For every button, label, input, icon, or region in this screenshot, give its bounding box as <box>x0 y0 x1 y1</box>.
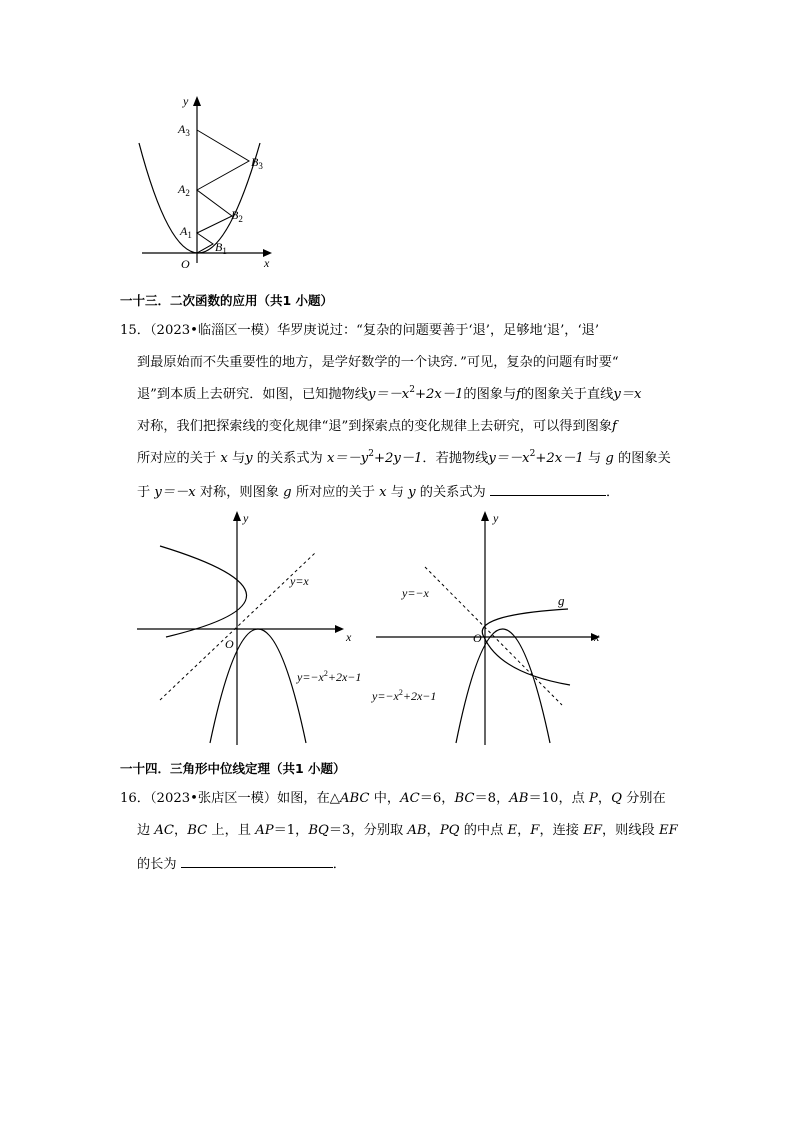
fig3-line-y-eq-neg-x <box>425 567 562 705</box>
fig3-curve-g <box>482 609 570 685</box>
point-a1-label: $A_1$ <box>180 224 192 240</box>
q16-source: （2023•张店区一模） <box>149 791 278 806</box>
fig2-curve-f <box>160 546 247 637</box>
fig3-x-label: x <box>594 630 600 644</box>
fig1-x-label: x <box>264 256 270 270</box>
q15-line-3: 退”到本质上去研究．如图，已知抛物线$y=-x^2+2x-1$的图象与f的图象关于直线y＝x <box>137 385 642 402</box>
fig3-line-label: y=−x <box>402 586 429 600</box>
point-b1-label: $B_1$ <box>215 240 227 256</box>
fig3-origin-label: O <box>473 631 482 645</box>
q16-answer-blank[interactable] <box>181 855 333 868</box>
section-14-title: 一十四．三角形中位线定理（共1 小题） <box>120 761 346 776</box>
q15-line-6: 于 y＝－x 对称，则图象 g 所对应的关于 x 与 y 的关系式为 ． <box>137 485 620 500</box>
y-axis-arrow <box>193 96 201 106</box>
point-b2-label: $B_2$ <box>231 208 243 224</box>
q15-line-1: 15．（2023•临淄区一模）华罗庚说过：“复杂的问题要善于‘退’，足够地‘退’，‘退’ <box>120 323 600 338</box>
figure-1-svg <box>120 88 290 273</box>
q15-answer-blank[interactable] <box>490 483 606 496</box>
point-a3-label: $A_3$ <box>178 122 190 138</box>
q15-line-2: 到最原始而不失重要性的地方，是学好数学的一个诀窍．”可见，复杂的问题有时要“ <box>137 355 619 370</box>
fig2-y-label: y <box>243 511 249 525</box>
q16-line-1: 16．（2023•张店区一模）如图，在△ABC 中，AC＝6，BC＝8，AB＝10，点 P，Q 分别在 <box>120 791 666 806</box>
q15-line-5: 所对应的关于 x 与y 的关系式为 $x=-y^2+2y-1$．若抛物线$y=-x^2+2x-1$ 与 g 的图象关 <box>137 449 671 466</box>
parabola-curve <box>139 143 260 253</box>
q16-number: 16． <box>120 791 150 806</box>
fig3-y-label: y <box>493 511 499 525</box>
figure-2-3-svg <box>130 505 620 750</box>
q16-line-3: 的长为 ． <box>137 857 346 872</box>
figure-parabola-zigzag <box>120 88 290 273</box>
point-a2-label: $A_2$ <box>178 182 190 198</box>
fig1-origin-label: O <box>181 257 190 271</box>
fig2-line-label: y=x <box>290 574 309 588</box>
fig1-y-label: y <box>183 94 189 108</box>
fig2-x-label: x <box>346 630 352 644</box>
point-b3-label: $B_3$ <box>251 155 263 171</box>
q15-number: 15． <box>120 323 150 338</box>
fig2-curve-label: $y=-x^2+2x-1$ <box>297 669 362 684</box>
q16-line-2: 边 AC，BC 上，且 AP＝1，BQ＝3，分别取 AB，PQ 的中点 E，F，连接 EF，则线段 EF <box>137 823 678 838</box>
fig3-curve-label: $y=-x^2+2x-1$ <box>372 688 437 703</box>
fig2-origin-label: O <box>225 637 234 651</box>
section-13-title: 一十三．二次函数的应用（共1 小题） <box>120 293 334 308</box>
q15-line-4: 对称，我们把探索线的变化规律“退”到探索点的变化规律上去研究，可以得到图象f <box>137 419 617 434</box>
figure-parabola-reflections <box>130 505 620 750</box>
fig2-x-axis-arrow <box>335 625 344 633</box>
fig3-parabola <box>456 629 550 743</box>
fig2-y-axis-arrow <box>233 511 241 521</box>
fig3-g-label: g <box>558 593 565 608</box>
q15-source: （2023•临淄区一模） <box>149 323 278 338</box>
fig3-y-axis-arrow <box>481 511 489 521</box>
